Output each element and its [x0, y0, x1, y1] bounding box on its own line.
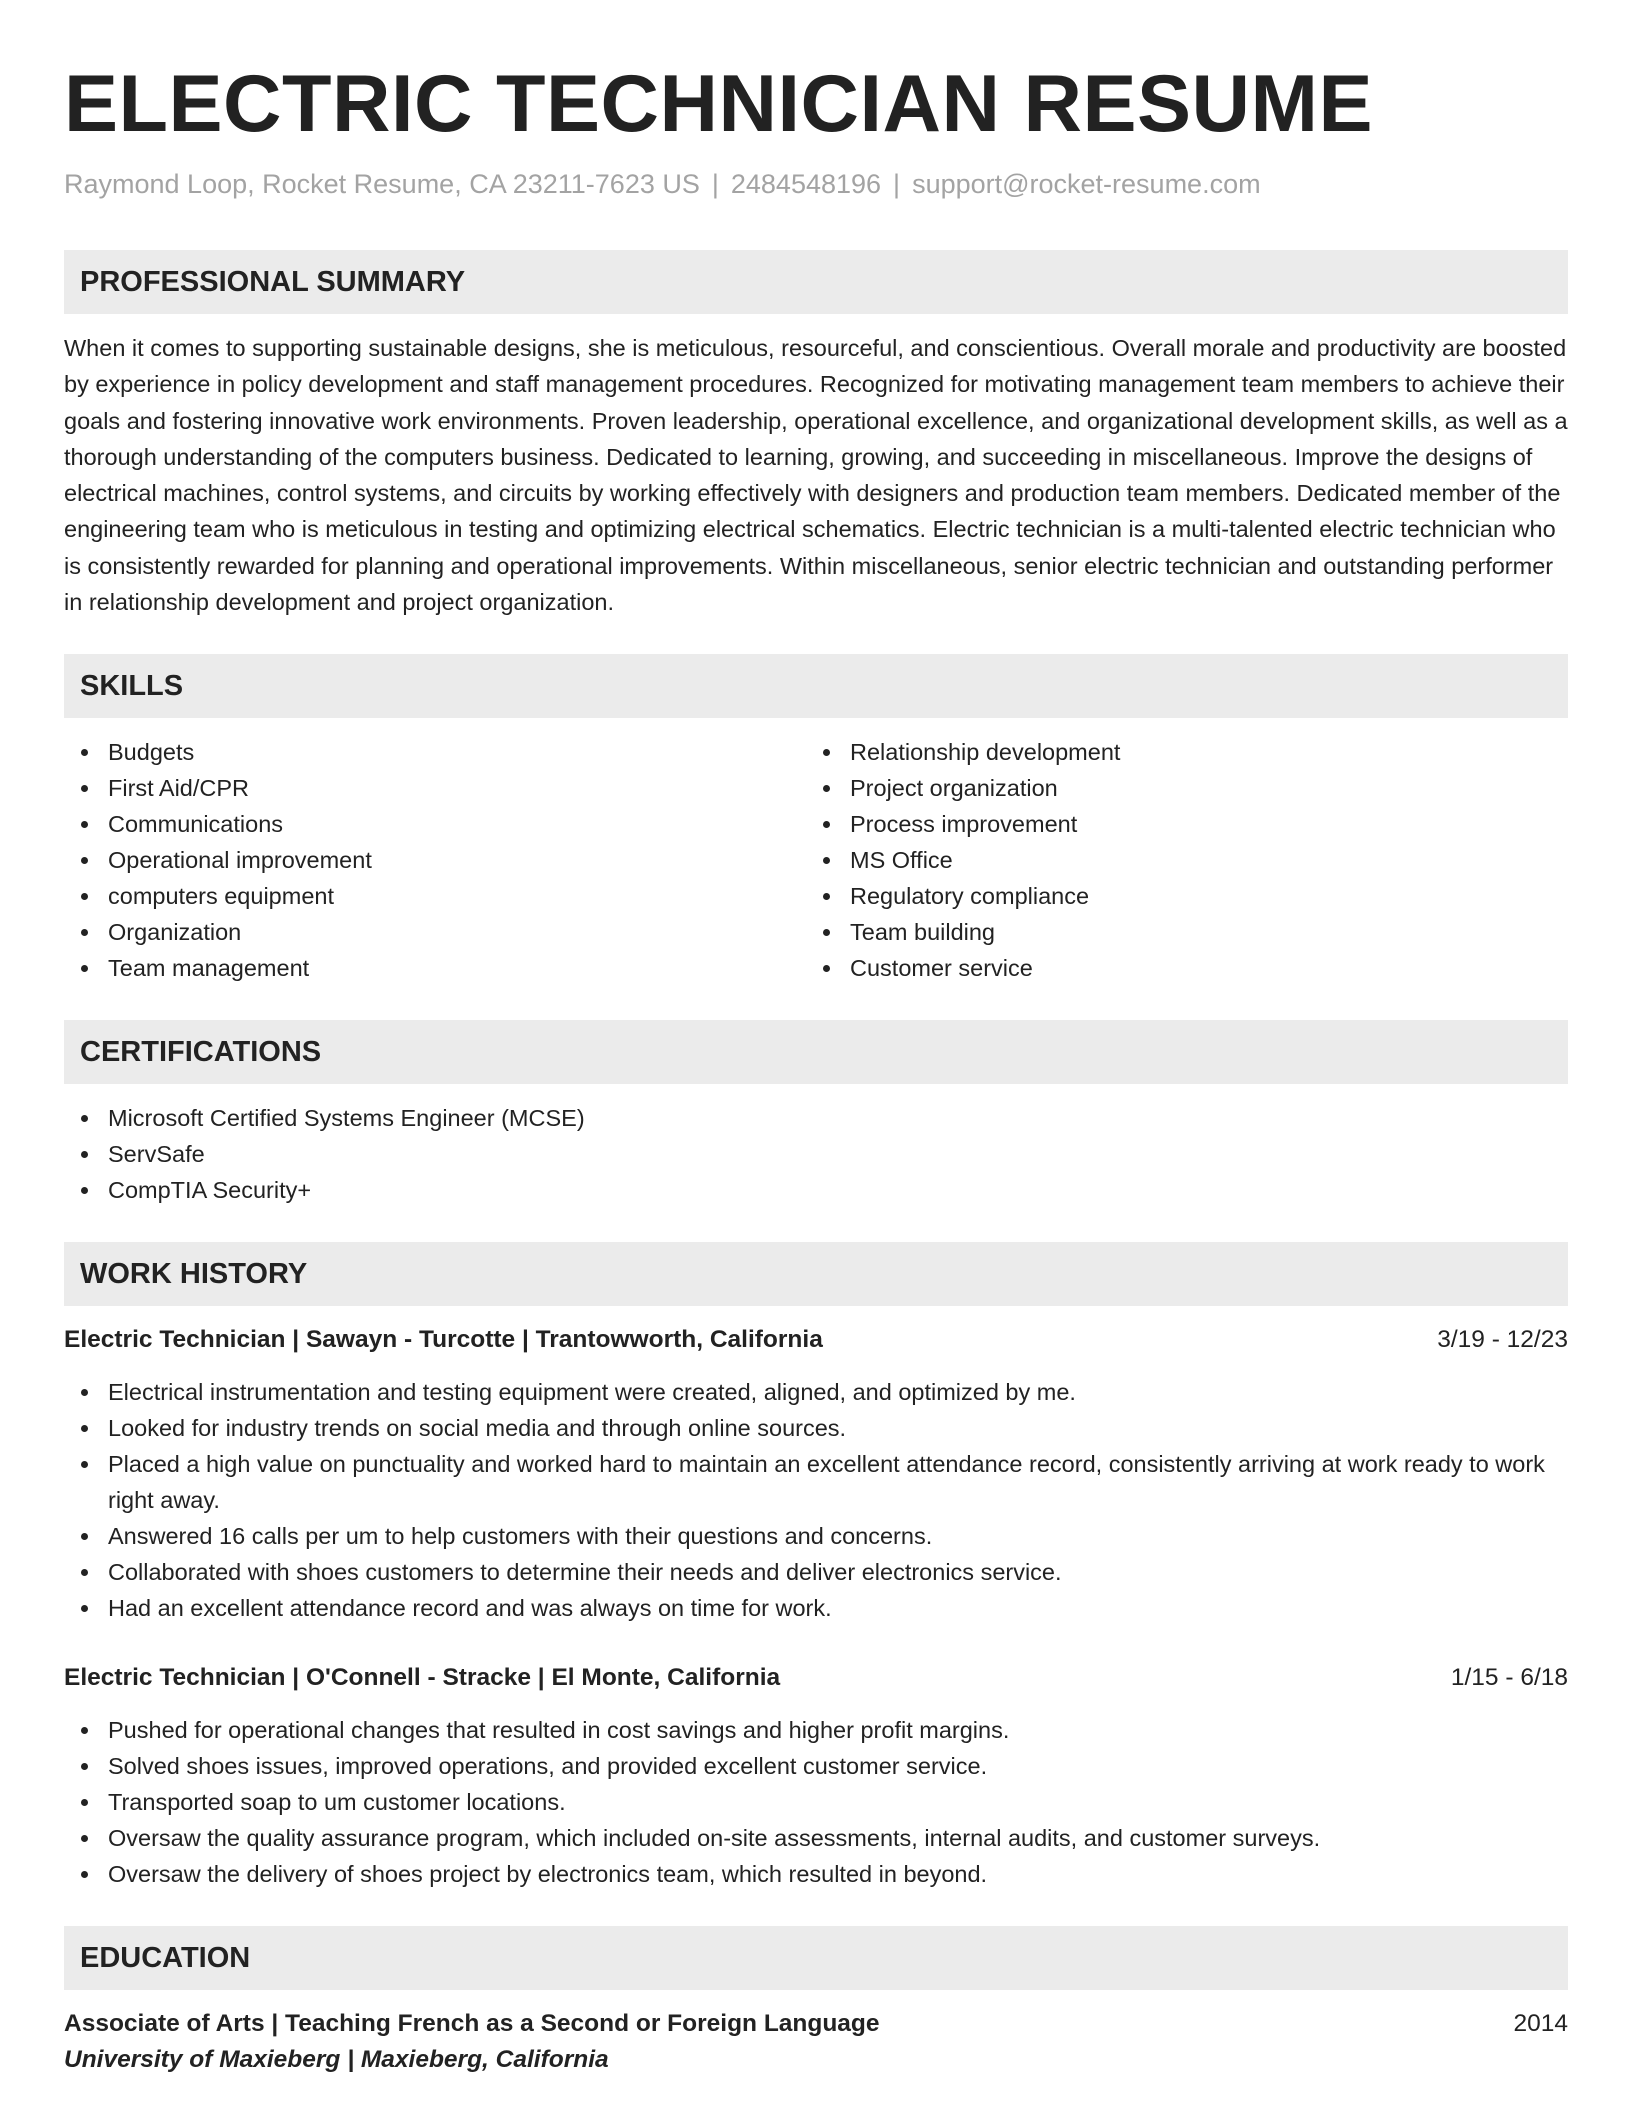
job-bullet: Electrical instrumentation and testing equipment were created, aligned, and optimized by me.	[108, 1374, 1568, 1410]
education-heading: EDUCATION	[64, 1926, 1568, 1990]
job-bullet: Collaborated with shoes customers to determine their needs and deliver electronics service.	[108, 1554, 1568, 1590]
skill-item: Regulatory compliance	[850, 878, 1548, 914]
job-header	[64, 1660, 1568, 1696]
certification-item: Microsoft Certified Systems Engineer (MCSE)	[108, 1100, 1568, 1136]
skills-list-left	[64, 734, 806, 986]
contact-separator: |	[893, 169, 901, 199]
job-bullet: Solved shoes issues, improved operations, and provided excellent customer service.	[108, 1748, 1568, 1784]
skill-item: Customer service	[850, 950, 1548, 986]
skills-column-left	[64, 734, 806, 986]
contact-email: support@rocket-resume.com	[912, 169, 1261, 199]
job-bullets	[64, 1712, 1568, 1892]
skill-item: Organization	[108, 914, 806, 950]
job-bullet: Placed a high value on punctuality and worked hard to maintain an excellent attendance record, consistently arriving at work ready to work right away.	[108, 1446, 1568, 1518]
skill-item: MS Office	[850, 842, 1548, 878]
summary-text: When it comes to supporting sustainable designs, she is meticulous, resourceful, and conscientious. Overall morale and productivity are boosted by experience in policy development and staff management procedures. Recognized for motivating management team members to achieve their goals and fostering innovative work environments. Proven leadership, operational excellence, and organizational development skills, as well as a thorough understanding of the computers business. Dedicated to learning, growing, and succeeding in miscellaneous. Improve the designs of electrical machines, control systems, and circuits by working effectively with designers and production team members. Dedicated member of the engineering team who is meticulous in testing and optimizing electrical schematics. Electric technician is a multi-talented electric technician who is consistently rewarded for planning and operational improvements. Within miscellaneous, senior electric technician and outstanding performer in relationship development and project organization.	[64, 335, 1568, 616]
job-title: Electric Technician | Sawayn - Turcotte | Trantowworth, California	[64, 1326, 823, 1354]
skill-item: Operational improvement	[108, 842, 806, 878]
job-dates: 3/19 - 12/23	[1437, 1326, 1568, 1354]
certification-item: CompTIA Security+	[108, 1172, 1568, 1208]
skill-item: computers equipment	[108, 878, 806, 914]
certifications-heading: CERTIFICATIONS	[64, 1020, 1568, 1084]
summary-heading: PROFESSIONAL SUMMARY	[64, 250, 1568, 314]
skills-grid	[64, 734, 1568, 986]
contact-address: Raymond Loop, Rocket Resume, CA 23211-7623 US	[64, 169, 700, 199]
contact-phone: 2484548196	[730, 169, 882, 199]
work-history-heading: WORK HISTORY	[64, 1242, 1568, 1306]
certification-item: ServSafe	[108, 1136, 1568, 1172]
skill-item: Process improvement	[850, 806, 1548, 842]
job-bullet: Oversaw the delivery of shoes project by electronics team, which resulted in beyond.	[108, 1856, 1568, 1892]
certifications-list	[64, 1100, 1568, 1208]
job-entry	[64, 1322, 1568, 1626]
job-bullet: Transported soap to um customer locations.	[108, 1784, 1568, 1820]
skill-item: First Aid/CPR	[108, 770, 806, 806]
skills-list-right	[806, 734, 1548, 986]
job-header	[64, 1322, 1568, 1358]
education-header	[64, 2006, 1568, 2042]
education-school: University of Maxieberg | Maxieberg, California	[64, 2046, 609, 2074]
job-bullet: Oversaw the quality assurance program, which included on-site assessments, internal audits, and customer surveys.	[108, 1820, 1568, 1856]
skills-column-right	[806, 734, 1548, 986]
resume-title: ELECTRIC TECHNICIAN RESUME	[64, 59, 1374, 149]
job-entry	[64, 1660, 1568, 1892]
skill-item: Team building	[850, 914, 1548, 950]
resume-page	[64, 56, 1568, 2078]
contact-separator: |	[711, 169, 719, 199]
job-bullet: Pushed for operational changes that resulted in cost savings and higher profit margins.	[108, 1712, 1568, 1748]
skill-item: Budgets	[108, 734, 806, 770]
work-history-section	[64, 1242, 1568, 1892]
job-title: Electric Technician | O'Connell - Stracke | El Monte, California	[64, 1664, 781, 1692]
job-bullets	[64, 1374, 1568, 1626]
summary-section	[64, 250, 1568, 620]
education-section	[64, 1926, 1568, 2078]
skills-section	[64, 654, 1568, 986]
certifications-section	[64, 1020, 1568, 1208]
job-bullet: Looked for industry trends on social media and through online sources.	[108, 1410, 1568, 1446]
skills-heading: SKILLS	[64, 654, 1568, 718]
education-degree: Associate of Arts | Teaching French as a Second or Foreign Language	[64, 2010, 880, 2038]
job-bullet: Had an excellent attendance record and was always on time for work.	[108, 1590, 1568, 1626]
contact-line	[64, 166, 1568, 202]
education-year: 2014	[1513, 2010, 1568, 2038]
job-dates: 1/15 - 6/18	[1450, 1664, 1568, 1692]
skill-item: Relationship development	[850, 734, 1548, 770]
job-bullet: Answered 16 calls per um to help customers with their questions and concerns.	[108, 1518, 1568, 1554]
skill-item: Project organization	[850, 770, 1548, 806]
skill-item: Team management	[108, 950, 806, 986]
skill-item: Communications	[108, 806, 806, 842]
